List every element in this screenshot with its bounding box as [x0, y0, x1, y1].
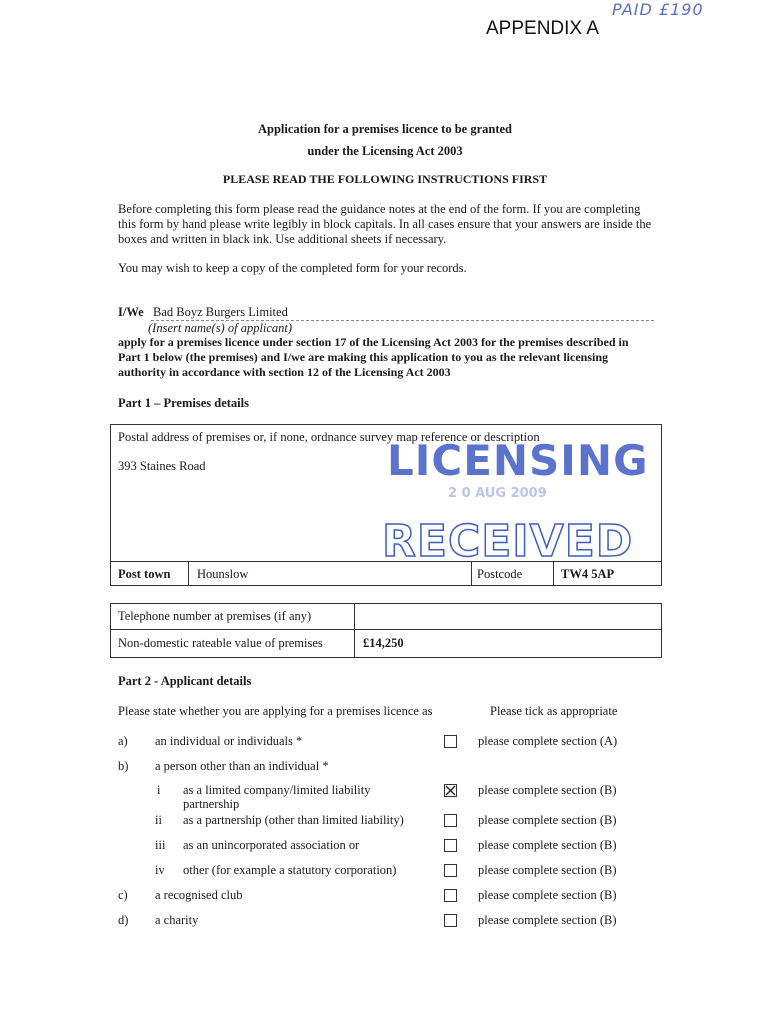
- checkbox-recognised-club[interactable]: [444, 889, 457, 902]
- option-label: as a partnership (other than limited liability): [183, 813, 404, 827]
- applicant-name-hint: (Insert name(s) of applicant): [148, 321, 293, 335]
- option-marker: b): [118, 759, 129, 773]
- option-label: a person other than an individual *: [155, 759, 329, 773]
- option-marker: a): [118, 734, 128, 748]
- appendix-title: APPENDIX A: [486, 18, 599, 39]
- form-title-line1: Application for a premises licence to be granted: [257, 122, 513, 136]
- stamp-date: 2 0 AUG 2009: [448, 486, 547, 501]
- option-note: please complete section (B): [478, 863, 617, 877]
- part1-heading: Part 1 – Premises details: [118, 396, 249, 410]
- post-town-divider: [188, 561, 189, 585]
- option-note: please complete section (B): [478, 813, 617, 827]
- part2-heading: Part 2 - Applicant details: [118, 674, 252, 688]
- applicant-label: I/We: [118, 305, 144, 319]
- checkbox-unincorporated[interactable]: [444, 839, 457, 852]
- table-row-divider: [111, 629, 661, 630]
- option-marker: d): [118, 913, 129, 927]
- intro-paragraph: Before completing this form please read the guidance notes at the end of the form. If you are completing this form by hand please write legibly in block capitals. In all cases ensure that your answers are inside the boxes and written in black ink. Use additional sheets if necessary.: [118, 202, 652, 246]
- option-label: as an unincorporated association or: [183, 838, 360, 852]
- application-statement: apply for a premises licence under section 17 of the Licensing Act 2003 for the premises described in Part 1 below (the premises) and I/we are making this application to you as the relevant licensing authority in accordance with section 12 of the Licensing Act 2003: [118, 335, 629, 379]
- check-x-icon: [445, 785, 456, 796]
- checkbox-other[interactable]: [444, 864, 457, 877]
- instructions-heading: PLEASE READ THE FOLLOWING INSTRUCTIONS FIRST: [222, 172, 548, 186]
- licensing-stamp-text: LICENSING: [387, 436, 649, 485]
- received-stamp-text: RECEIVED: [382, 516, 634, 567]
- table-col-divider: [354, 604, 355, 657]
- address-label: Postal address of premises or, if none, ordnance survey map reference or description: [118, 430, 540, 444]
- keep-copy-note: You may wish to keep a copy of the completed form for your records.: [118, 261, 467, 275]
- premises-info-table: [110, 603, 662, 658]
- applicant-type-question: Please state whether you are applying for a premises licence as: [118, 704, 433, 718]
- option-marker: iii: [155, 838, 166, 852]
- paid-handwritten-note: PAID £190: [612, 0, 704, 19]
- option-label: other (for example a statutory corporation): [183, 863, 397, 877]
- option-marker: iv: [155, 863, 165, 877]
- checkbox-charity[interactable]: [444, 914, 457, 927]
- option-label: a recognised club: [155, 888, 243, 902]
- option-label: an individual or individuals *: [155, 734, 303, 748]
- rateable-value-label: Non-domestic rateable value of premises: [118, 636, 323, 650]
- address-value-field[interactable]: 393 Staines Road: [118, 459, 206, 473]
- option-note: please complete section (B): [478, 888, 617, 902]
- tick-header: Please tick as appropriate: [490, 704, 618, 718]
- option-note: please complete section (B): [478, 838, 617, 852]
- checkbox-individual[interactable]: [444, 735, 457, 748]
- telephone-label: Telephone number at premises (if any): [118, 609, 312, 623]
- checkbox-partnership[interactable]: [444, 814, 457, 827]
- applicant-name-field[interactable]: Bad Boyz Burgers Limited: [153, 305, 288, 319]
- option-note: please complete section (A): [478, 734, 618, 748]
- postcode-field[interactable]: TW4 5AP: [561, 567, 615, 581]
- post-town-field[interactable]: Hounslow: [197, 567, 249, 581]
- post-town-label: Post town: [118, 567, 171, 581]
- form-title-line2: under the Licensing Act 2003: [307, 144, 463, 158]
- checkbox-limited-company[interactable]: [444, 784, 457, 797]
- option-marker: i: [157, 783, 161, 797]
- option-label: a charity: [155, 913, 199, 927]
- option-note: please complete section (B): [478, 913, 617, 927]
- postcode-label: Postcode: [477, 567, 523, 581]
- option-marker: c): [118, 888, 128, 902]
- option-marker: ii: [155, 813, 162, 827]
- rateable-value-field[interactable]: £14,250: [363, 636, 404, 650]
- option-note: please complete section (B): [478, 783, 617, 797]
- option-label: as a limited company/limited liability partnership: [183, 783, 371, 811]
